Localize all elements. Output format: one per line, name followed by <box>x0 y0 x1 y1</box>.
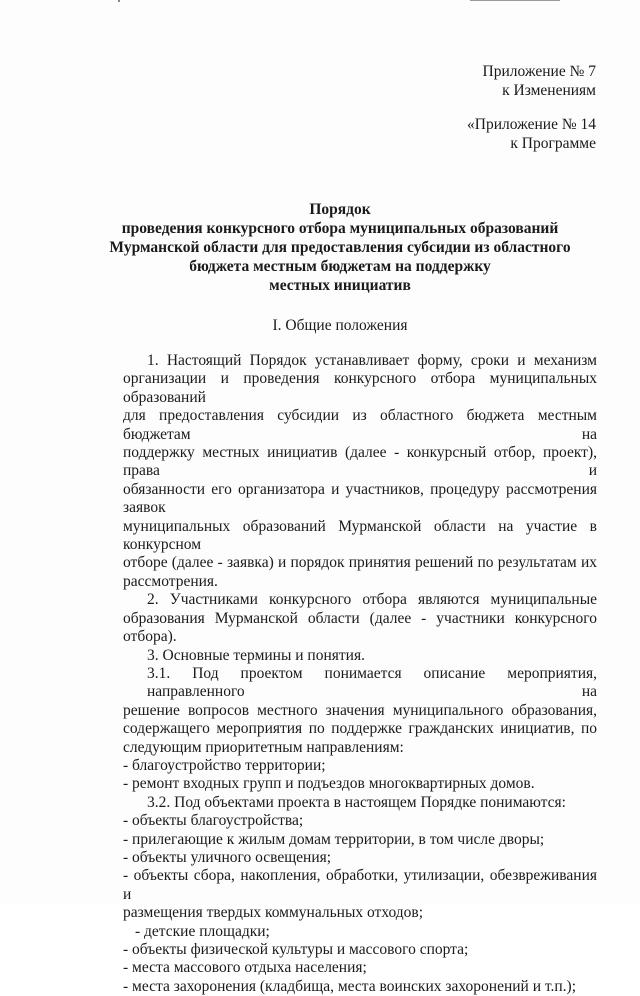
document-title <box>60 200 620 295</box>
text-line: поддержку местных инициатив (далее - конкурсный отбор, проект), права и <box>123 444 597 480</box>
text-line: образования Мурманской области (далее - участники конкурсного отбора). <box>123 609 597 646</box>
title-line: местных инициатив <box>269 277 411 294</box>
document-body <box>123 352 597 996</box>
annex-header <box>483 62 596 100</box>
text-line: для предоставления субсидии из областного бюджета местным бюджетам на <box>123 407 597 443</box>
scan-mark <box>118 0 120 2</box>
list-item: - прилегающие к жилым домам территории, в том числе дворы; <box>123 830 545 848</box>
list-item: - места массового отдыха населения; <box>123 959 367 977</box>
text-line: 3. Основные термины и понятия. <box>147 646 365 664</box>
title-line: проведения конкурсного отбора муниципальных образований <box>121 220 559 237</box>
annex-number: Приложение № 7 <box>482 63 596 80</box>
text-line: следующим приоритетным направлениям: <box>123 738 404 756</box>
title-line: бюджета местным бюджетам на поддержку <box>189 258 491 275</box>
list-item: - благоустройство территории; <box>123 756 326 774</box>
text-line: размещения твердых коммунальных отходов; <box>123 904 424 922</box>
text-line: рассмотрения. <box>123 572 218 590</box>
list-item: - места захоронения (кладбища, места воинских захоронений и т.п.); <box>123 977 577 995</box>
list-item: - объекты уличного освещения; <box>123 848 332 866</box>
text-line: 2. Участниками конкурсного отбора являются муниципальные <box>147 591 597 609</box>
list-item: - ремонт входных групп и подъездов многоквартирных домов. <box>123 775 535 793</box>
list-item: - детские площадки; <box>135 922 270 940</box>
text-line: решение вопросов местного значения муниципального образования, <box>123 701 597 719</box>
scan-mark <box>470 0 560 1</box>
text-line: 1. Настоящий Порядок устанавливает форму, сроки и механизм <box>147 352 597 369</box>
annex-header-secondary <box>467 115 596 153</box>
text-line: 3.2. Под объектами проекта в настоящем Порядке понимаются: <box>147 793 566 811</box>
annex-reference: к Программе <box>510 135 596 152</box>
list-item: - объекты благоустройства; <box>123 812 304 830</box>
list-item: - объекты сбора, накопления, обработки, утилизации, обезвреживания и <box>123 867 597 903</box>
annex-reference: к Изменениям <box>502 82 596 99</box>
text-line: отборе (далее - заявка) и порядок принятия решений по результатам их <box>123 554 597 572</box>
title-line: Мурманской области для предоставления субсидии из областного <box>109 239 571 256</box>
text-line: содержащего мероприятия по поддержке гражданских инициатив, по <box>123 720 597 738</box>
annex-number: «Приложение № 14 <box>467 116 596 133</box>
text-line: муниципальных образований Мурманской области на участие в конкурсном <box>123 517 597 554</box>
text-line: обязанности его организатора и участников, процедуру рассмотрения заявок <box>123 480 597 517</box>
section-heading: I. Общие положения <box>272 317 408 334</box>
text-line: организации и проведения конкурсного отбора муниципальных образований <box>123 370 597 406</box>
title-line: Порядок <box>309 201 371 218</box>
list-item: - объекты физической культуры и массового спорта; <box>123 941 469 958</box>
text-line: 3.1. Под проектом понимается описание мероприятия, направленного на <box>147 664 597 701</box>
